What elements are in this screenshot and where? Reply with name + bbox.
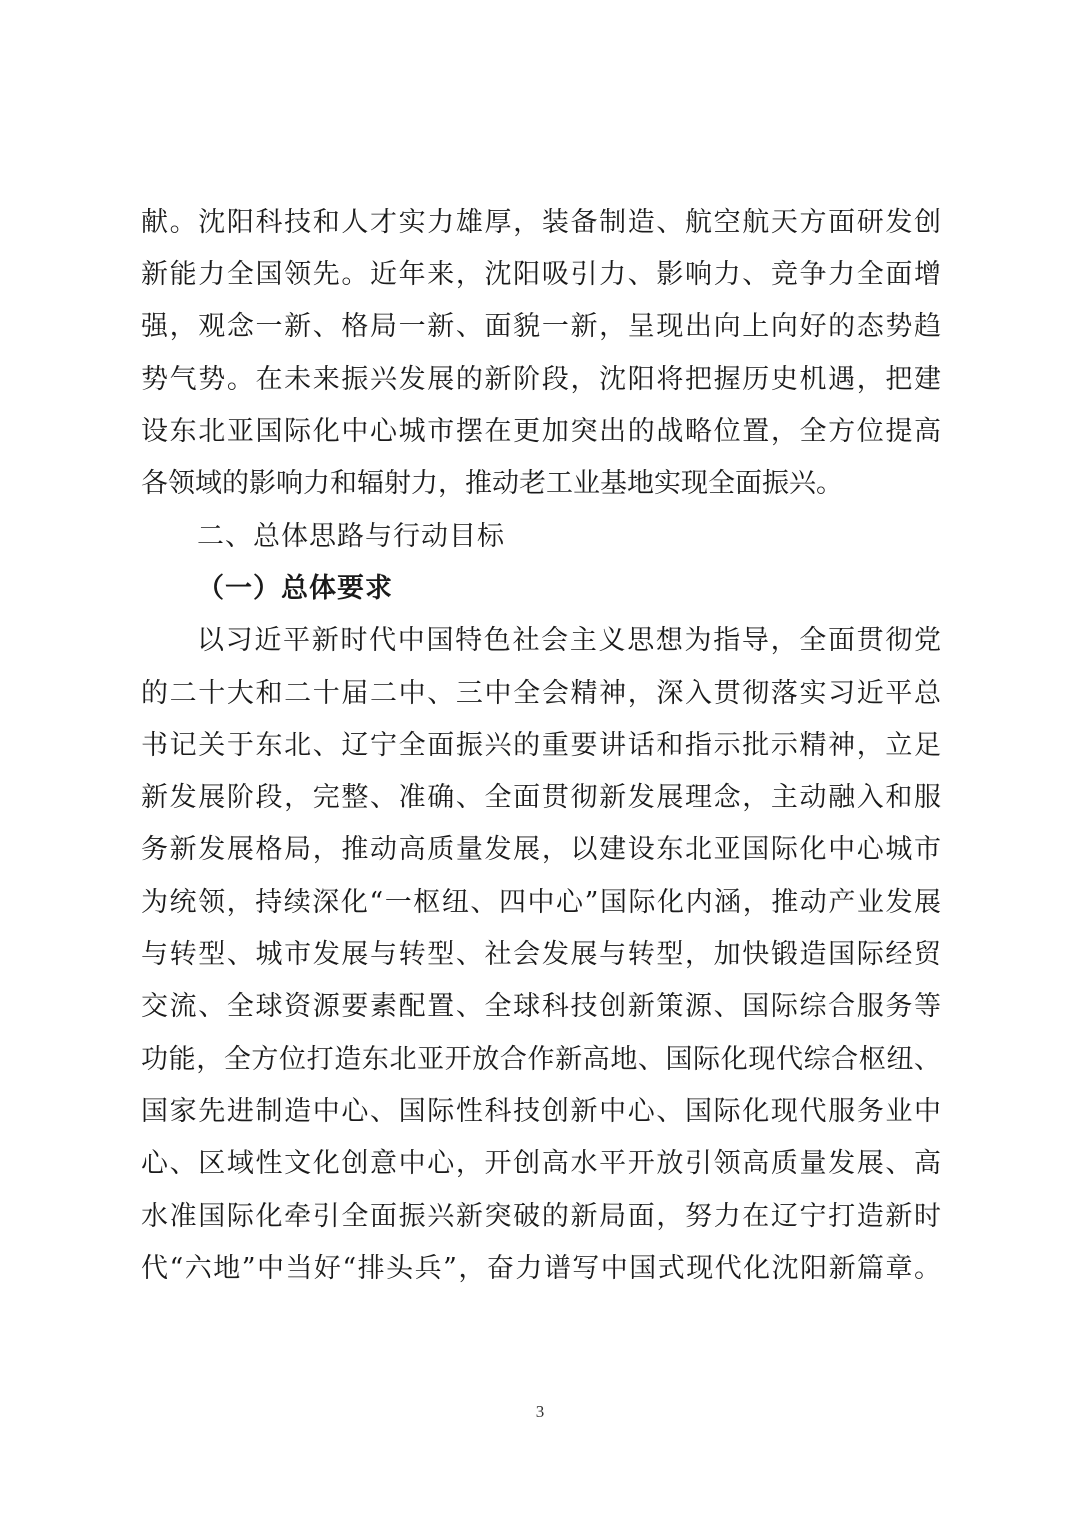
paragraph-2-line: 的二十大和二十届二中、三中全会精神，深入贯彻落实习近平总	[141, 678, 941, 709]
paragraph-2-line: 交流、全球资源要素配置、全球科技创新策源、国际综合服务等	[141, 991, 941, 1022]
subsection-heading: （一）总体要求	[197, 573, 393, 604]
paragraph-1-line: 献。沈阳科技和人才实力雄厚，装备制造、航空航天方面研发创	[141, 207, 941, 238]
paragraph-2-line: 新发展阶段，完整、准确、全面贯彻新发展理念，主动融入和服	[141, 782, 941, 813]
paragraph-2-line: 与转型、城市发展与转型、社会发展与转型，加快锻造国际经贸	[141, 939, 941, 970]
paragraph-1-line: 设东北亚国际化中心城市摆在更加突出的战略位置，全方位提高	[141, 416, 941, 447]
page-number: 3	[535, 1402, 545, 1421]
section-heading: 二、总体思路与行动目标	[197, 521, 505, 552]
paragraph-2-line: 以习近平新时代中国特色社会主义思想为指导，全面贯彻党	[197, 625, 941, 656]
paragraph-1-line: 强，观念一新、格局一新、面貌一新，呈现出向上向好的态势趋	[141, 311, 941, 342]
paragraph-2-line: 功能，全方位打造东北亚开放合作新高地、国际化现代综合枢纽、	[141, 1044, 941, 1075]
paragraph-2-line: 代“六地”中当好“排头兵”，奋力谱写中国式现代化沈阳新篇章。	[141, 1253, 941, 1284]
paragraph-2-line: 为统领，持续深化“一枢纽、四中心”国际化内涵，推动产业发展	[141, 887, 941, 918]
paragraph-1-line: 各领域的影响力和辐射力，推动老工业基地实现全面振兴。	[141, 468, 843, 499]
paragraph-2-line: 国家先进制造中心、国际性科技创新中心、国际化现代服务业中	[141, 1096, 941, 1127]
paragraph-2-line: 心、区域性文化创意中心，开创高水平开放引领高质量发展、高	[141, 1148, 941, 1179]
paragraph-1-line: 势气势。在未来振兴发展的新阶段，沈阳将把握历史机遇，把建	[141, 364, 941, 395]
paragraph-2-line: 务新发展格局，推动高质量发展，以建设东北亚国际化中心城市	[141, 834, 941, 865]
paragraph-1-line: 新能力全国领先。近年来，沈阳吸引力、影响力、竞争力全面增	[141, 259, 941, 290]
paragraph-2-line: 书记关于东北、辽宁全面振兴的重要讲话和指示批示精神，立足	[141, 730, 941, 761]
paragraph-2-line: 水准国际化牵引全面振兴新突破的新局面，努力在辽宁打造新时	[141, 1201, 941, 1232]
